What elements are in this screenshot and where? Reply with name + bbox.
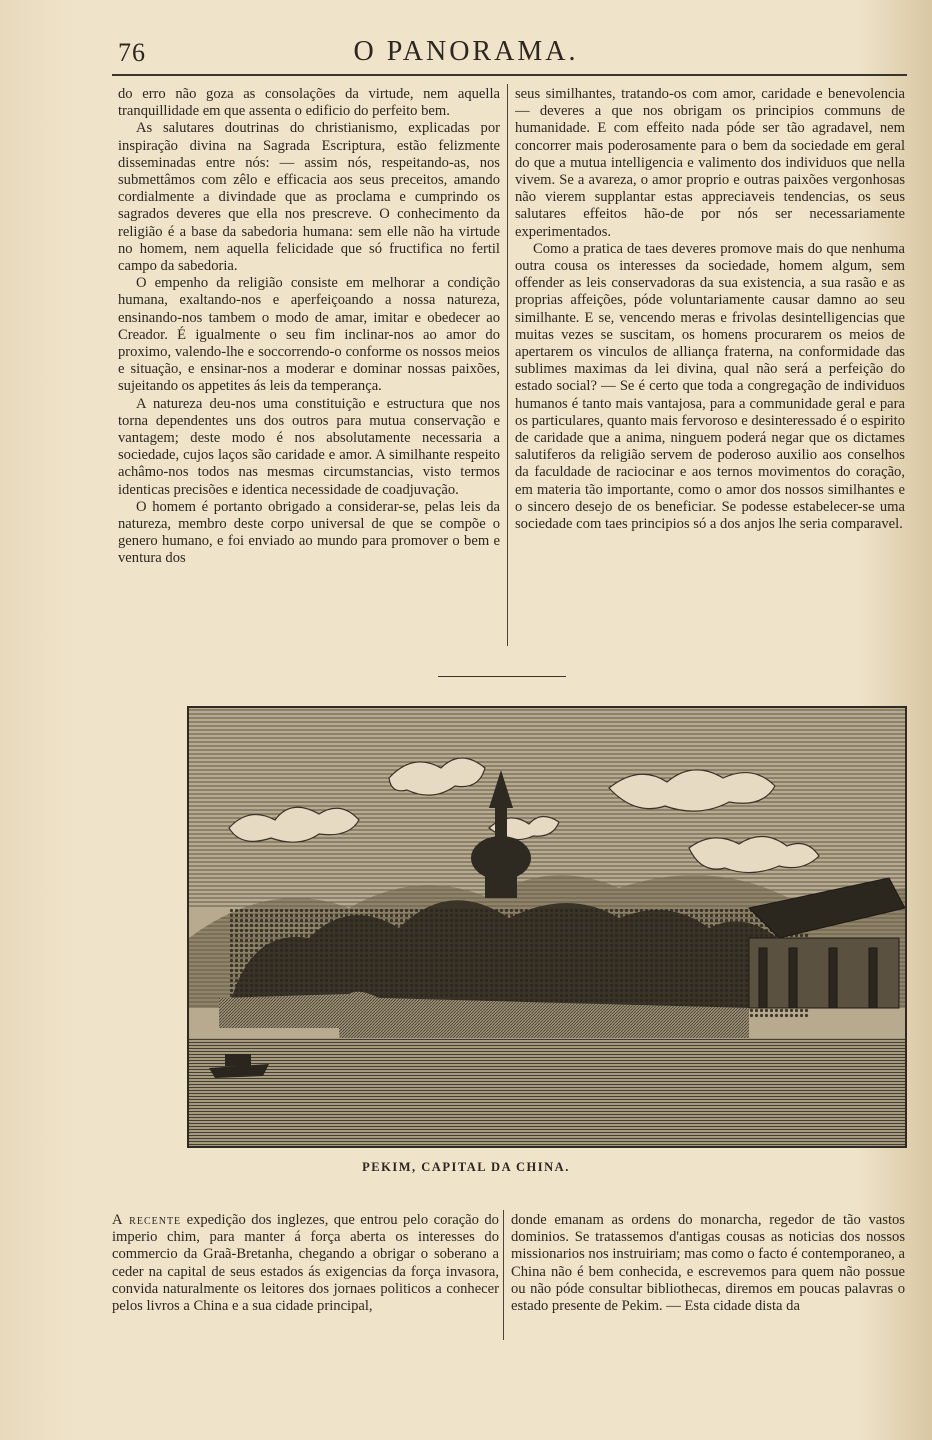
section-divider [438,676,566,677]
paragraph: seus similhantes, tratando-os com amor, caridade e benevolencia — deveres a que nos obrigam os principios communs de humanidade. E com effeito nada póde ser tão agradavel, nem concorrer mais poderosamente para o bem da sociedade em geral do que a mutua intelligencia e valimento dos individuos que nella vivem. Se a avareza, o amor proprio e outras paixões vergonhosas não vierem supplantar estas appreciaveis tendencias, os seus salutares effeitos hão-de por nós ser necessariamente experimentados. [515,86,905,240]
page-number: 76 [118,38,146,67]
paragraph-text: expedição dos inglezes, que entrou pelo coração do imperio chim, para manter á força aberta os interesses do commercio da Graã-Bretanha, chegando a obrigar o soberano a ceder na capital de seus estados ás exigencias da força invasora, convida naturalmente os leitores dos jornaes politicos a conhecer pelos livros a China e a sua cidade principal, [112,1212,499,1315]
column-divider [503,1210,504,1340]
page-title: O PANORAMA. [353,36,579,67]
lead-word: A recente [112,1212,182,1228]
column-divider [507,84,508,646]
paragraph: O empenho da religião consiste em melhorar a condição humana, exaltando-nos e aperfeiçoando a nossa natureza, ensinando-nos tambem o modo de amar, imitar e obedecer ao Creador. É igualmente o seu fim inclinar-nos ao amor do proximo, valendo-lhe e soccorrendo-o conforme os nossos meios e situação, e ensinar-nos a moderar e dominar nossas paixões, sujeitando os appetites ás leis da temperança. [118,275,500,395]
paragraph [112,1212,499,1315]
left-text-column [118,86,500,646]
illustration-caption: PEKIM, CAPITAL DA CHINA. [362,1160,570,1174]
header-rule [112,74,907,76]
paragraph: O homem é portanto obrigado a considerar-se, pelas leis da natureza, membro deste corpo universal de que se compõe o genero humano, e foi enviado ao mundo para promover o bem e ventura dos [118,498,500,567]
paragraph: A natureza deu-nos uma constituição e estructura que nos torna dependentes uns dos outros para mutua conservação e vantagem; deste modo é nos absolutamente necessaria a sociedade, cujos laços são caridade e amor. A similhante respeito achâmo-nos todos nas mesmas circumstancias, visto termos identicas precisões e identica necessidade de coadjuvação. [118,395,500,498]
paragraph: donde emanam as ordens do monarcha, regedor de tão vastos dominios. Se tratassemos d'antigas cousas as noticias dos nossos missionarios nos instruiriam; mas como o facto é contemporaneo, a China não é bem conhecida, e escrevemos para quem não possue ou não póde consultar bibliothecas, diremos em poucas palavras o estado presente de Pekim. — Esta cidade dista da [511,1212,905,1315]
bottom-right-text-column [511,1212,905,1338]
bottom-left-text-column [112,1212,499,1338]
paragraph: Como a pratica de taes deveres promove mais do que nenhuma outra cousa os interesses da sociedade, homem algum, sem offender as leis conservadoras da sua existencia, a sua rasão e as proprias affeições, póde voluntariamente causar damno ao seu similhante. E se, vencendo meras e frivolas desintelligencias que muitas vezes se suscitam, os homens procurarem os meios de apertarem os vinculos de alliança fraterna, na conformidade das sublimes maximas da lei divina, qual não será a perfeição do estado social? — Se é certo que toda a congregação de individuos humanos é tanto mais vantajosa, para a communidade geral e para os particulares, quanto mais fervoroso e desinteressado é o espirito de caridade que a anima, ninguem poderá negar que os dictames salutiferos da religião servem de poderoso auxilio aos conselhos da faculdade de raciocinar e aos ternos movimentos do coração, em materia tão importante, como o amor dos nossos similhantes e o sincero desejo de os beneficiar. Se podesse estabelecer-se uma sociedade com taes principios só a dos anjos lhe seria comparavel. [515,240,905,533]
pekin-engraving [187,706,907,1148]
paragraph: do erro não goza as consolações da virtude, nem aquella tranquillidade em que assenta o edificio do perfeito bem. [118,86,500,120]
paragraph: As salutares doutrinas do christianismo, explicadas por inspiração divina na Sagrada Escriptura, estão felizmente disseminadas entre nós: — assim nós, respeitando-as, nos submettâmos com zêlo e efficacia aos seus preceitos, amando cordialmente a divindade que as proclama e cumprindo os sagrados deveres que ella nos prescreve. O conhecimento da religião é a base da sabedoria humana: sem elle não ha virtude no homem, nem aquella felicidade que só fructifica no fertil campo da sabedoria. [118,120,500,275]
right-text-column [515,86,905,646]
